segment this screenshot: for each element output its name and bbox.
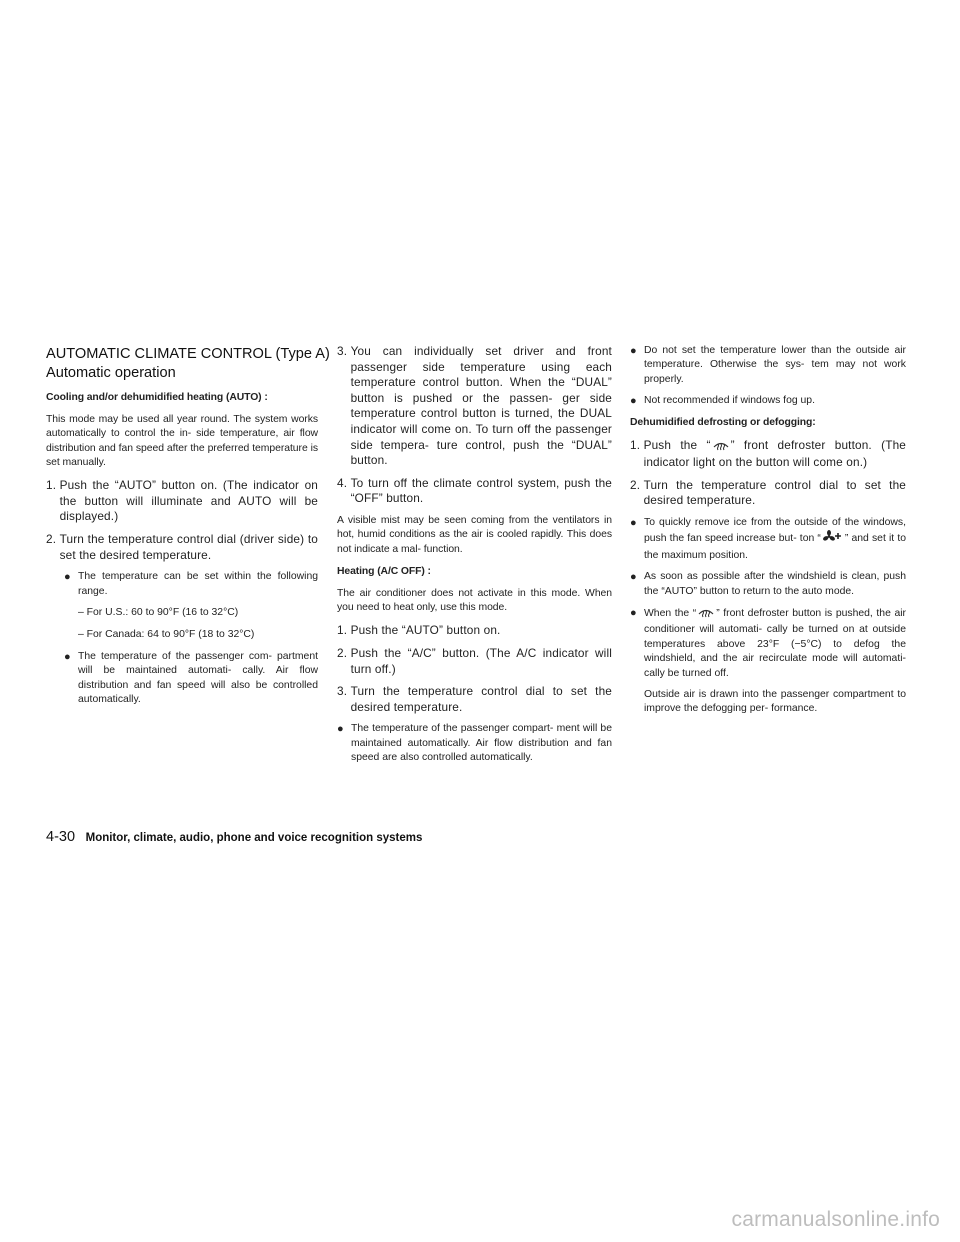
column-3 <box>630 344 906 725</box>
para-outside-air: Outside air is drawn into the passenger compartment to improve the defogging per- formance. <box>644 689 906 715</box>
bullet-text <box>644 517 906 561</box>
bullet-not-recommended-fog <box>630 394 906 408</box>
bullet-text: Do not set the temperature lower than the outside air temperature. Otherwise the sys- tem may not work properly. <box>644 345 906 385</box>
watermark: carmanualsonline.info <box>731 1208 940 1231</box>
bullet-text <box>644 608 906 679</box>
bullet-icon: ● <box>64 571 71 584</box>
bullet-text-post: ” and set it to the maximum position. <box>644 533 906 561</box>
bullet-icon: ● <box>630 517 637 529</box>
fan-speed-increase-icon <box>823 530 843 548</box>
bullet-icon: ● <box>630 571 637 584</box>
column-1 <box>46 344 330 715</box>
heating-step-1 <box>337 623 612 639</box>
bullet-text: The temperature of the passenger com- partment will be maintained automati- cally. Air flow distribution and fan speed will also be controlled automatically. <box>78 650 318 706</box>
bullet-text: Not recommended if windows fog up. <box>644 395 815 407</box>
para-heating-description: The air conditioner does not activate in this mode. When you need to heat only, use this mode. <box>337 587 612 614</box>
step-text: Push the “AUTO” button on. (The indicator on the button will illuminate and AUTO will be displayed.) <box>59 478 318 524</box>
step-text: Turn the temperature control dial (driver side) to set the desired temperature. <box>59 531 318 562</box>
step-number: 2. <box>46 531 60 546</box>
step-number: 2. <box>337 646 351 661</box>
step-2-temperature-dial <box>46 532 318 563</box>
bullet-icon: ● <box>64 650 71 663</box>
bullet-return-auto <box>630 570 906 599</box>
bullet-text: The temperature can be set within the following range. <box>78 571 318 597</box>
subsection-title: Automatic operation <box>46 364 176 381</box>
column-2 <box>337 344 612 773</box>
heading-cooling-auto: Cooling and/or dehumidified heating (AUTO) : <box>46 392 268 403</box>
heading-defrosting: Dehumidified defrosting or defogging: <box>630 416 816 428</box>
step-text-post: ” front defroster button. (The indicator light on the button will come on.) <box>643 437 906 470</box>
step-text: To turn off the climate control system, push the “OFF” button. <box>350 475 612 506</box>
heating-step-3 <box>337 684 612 715</box>
footer-section-name: Monitor, climate, audio, phone and voice recognition systems <box>85 832 423 844</box>
bullet-icon: ● <box>337 723 344 736</box>
bullet-do-not-set-lower <box>630 344 906 387</box>
step-number: 2. <box>630 477 644 492</box>
step-number: 3. <box>337 684 351 699</box>
bullet-defroster-pushed <box>630 606 906 681</box>
step-number: 1. <box>46 478 60 493</box>
bullet-text-pre: When the “ <box>644 608 697 620</box>
bullet-text-post: ” front defroster button is pushed, the air conditioner will automati- cally be turned on at outside temperatures above 23°F (−5°C) to defog the windshield, and the air recirculate mode will automati- cally be turned off. <box>644 608 906 679</box>
bullet-icon: ● <box>630 395 637 408</box>
step-number: 3. <box>337 344 351 358</box>
step-text: Turn the temperature control dial to set the desired temperature. <box>643 477 906 508</box>
step-text <box>644 438 906 471</box>
step-4-off <box>337 476 612 507</box>
bullet-heating-auto-maintained <box>337 722 612 765</box>
para-visible-mist: A visible mist may be seen coming from the ventilators in hot, humid conditions as the air is cooled rapidly. This does not indicate a mal- function. <box>337 514 612 555</box>
step-3-dual <box>337 344 612 469</box>
bullet-text: The temperature of the passenger compart- ment will be maintained automatically. Air flow distribution and fan speed are also controlled automatically. <box>351 723 612 764</box>
section-title: AUTOMATIC CLIMATE CONTROL (Type A) <box>46 345 330 362</box>
front-defroster-icon <box>713 439 729 456</box>
bullet-remove-ice <box>630 516 906 563</box>
bullet-icon: ● <box>630 607 637 620</box>
bullet-text-pre: To quickly remove ice from the outside of the windows, push the fan speed increase but- ton “ <box>644 517 906 545</box>
bullet-temperature-range <box>64 570 318 599</box>
heating-step-2 <box>337 646 612 677</box>
bullet-icon: ● <box>630 345 637 357</box>
step-number: 4. <box>337 475 351 490</box>
para-mode-description: This mode may be used all year round. The system works automatically to control the in- side temperature, air flow distribution and fan speed after the preferred temperature is set manually. <box>46 414 318 468</box>
step-1-push-auto <box>46 478 318 525</box>
defrost-step-2 <box>630 478 906 509</box>
step-text: Push the “A/C” button. (The A/C indicator will turn off.) <box>350 646 612 676</box>
step-text-pre: Push the “ <box>643 437 711 452</box>
step-text: You can individually set driver and front passenger side temperature using each temperature control button. When the “DUAL” button is pushed or the passen- ger side temperature control button is turned, the DUAL indicator will come on. To turn off the passenger side tempera- ture control, push the “DUAL” button. <box>350 344 612 468</box>
page-footer <box>46 826 422 845</box>
front-defroster-icon <box>698 606 714 623</box>
step-text: 1. Push the “AUTO” button on. <box>337 623 501 638</box>
defrost-step-1 <box>630 438 906 471</box>
step-text: Turn the temperature control dial to set the desired temperature. <box>350 684 612 714</box>
range-canada: – For Canada: 64 to 90°F (18 to 32°C) <box>78 628 255 640</box>
range-us: – For U.S.: 60 to 90°F (16 to 32°C) <box>78 606 239 618</box>
step-number: 1. <box>630 437 644 452</box>
heading-heating: Heating (A/C OFF) : <box>337 565 431 577</box>
bullet-text: As soon as possible after the windshield is clean, push the “AUTO” button to return to the auto mode. <box>644 571 906 597</box>
page-number: 4-30 <box>46 829 76 845</box>
bullet-auto-maintained <box>64 650 318 708</box>
